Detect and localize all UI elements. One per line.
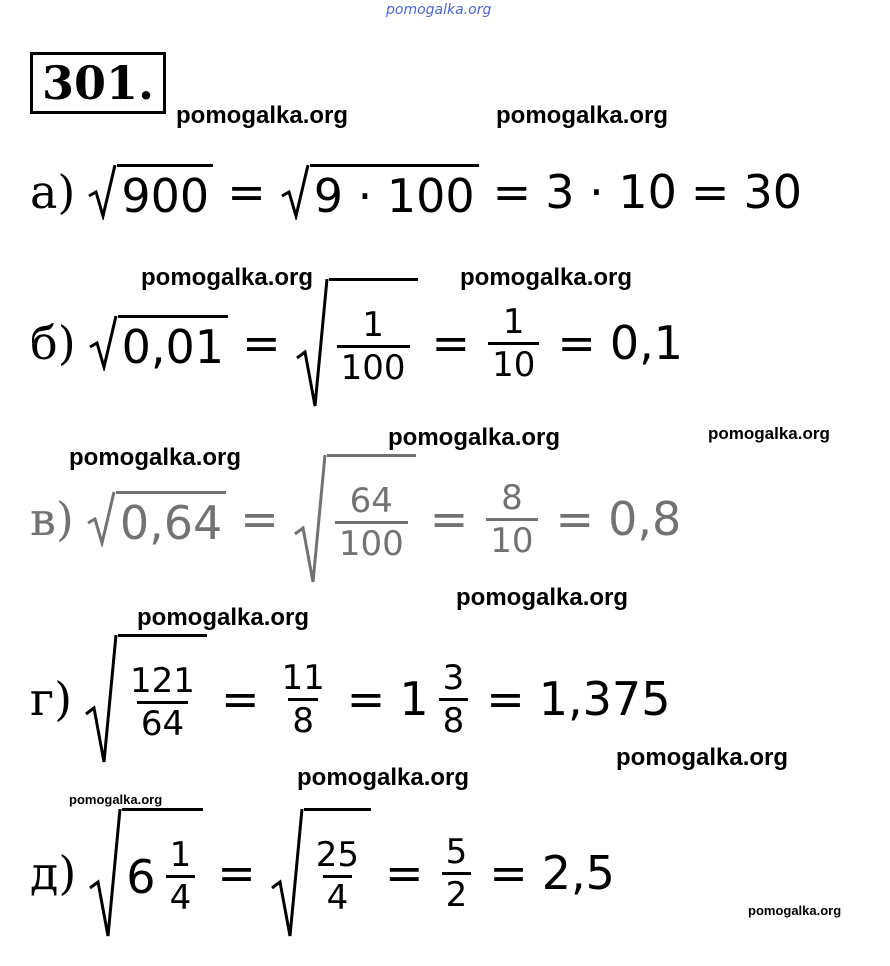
numerator: 5 [445, 831, 468, 872]
equals-sign: = [486, 672, 525, 726]
denominator: 2 [442, 872, 472, 912]
radicand [118, 634, 207, 764]
mixed-number [399, 657, 472, 741]
square-root [88, 315, 228, 374]
equals-sign: = [492, 165, 532, 219]
fraction [439, 657, 469, 741]
equals-sign: = [346, 672, 386, 726]
radical-sign-icon [84, 634, 118, 764]
denominator: 10 [488, 342, 539, 382]
equation-v [30, 454, 681, 584]
radical-sign-icon [87, 164, 117, 220]
square-root [293, 454, 416, 584]
mixed-number [126, 835, 199, 918]
fraction [278, 657, 329, 741]
result: 2,5 [541, 846, 615, 900]
equals-sign: = [555, 492, 595, 546]
watermark-text: pomogalka.org [496, 102, 669, 129]
numerator: 121 [130, 661, 195, 701]
equals-sign: = [557, 316, 596, 370]
square-root [280, 164, 479, 223]
equation-label: г) [30, 672, 73, 726]
watermark-text: pomogalka.org [388, 424, 561, 451]
watermark-text: pomogalka.org [69, 444, 242, 471]
watermark-text: pomogalka.org [297, 764, 470, 791]
square-root [88, 808, 203, 938]
denominator: 4 [166, 875, 196, 915]
watermark-text: pomogalka.org [460, 264, 633, 291]
numerator: 8 [501, 477, 523, 518]
square-root [270, 808, 371, 938]
equation-g [30, 634, 670, 764]
radicand [327, 454, 416, 584]
product: 3 · 10 [545, 165, 677, 219]
problem-number [30, 52, 166, 114]
result: 30 [743, 165, 802, 219]
radical-sign-icon [88, 808, 122, 938]
equals-sign: = [431, 316, 471, 370]
radical-sign-icon [270, 808, 304, 938]
numerator: 25 [315, 835, 360, 875]
fraction [312, 835, 363, 918]
whole-part: 1 [399, 672, 429, 726]
radicand [329, 278, 418, 408]
equals-sign: = [489, 846, 528, 900]
radicand: 0,64 [116, 491, 226, 547]
fraction [166, 835, 196, 918]
equation-d [30, 808, 615, 938]
denominator: 4 [323, 875, 353, 915]
square-root [295, 278, 418, 408]
watermark-text: pomogalka.org [748, 903, 842, 918]
equals-sign: = [385, 846, 424, 900]
square-root [84, 634, 207, 764]
radical-sign-icon [86, 491, 116, 547]
square-root [86, 491, 226, 550]
radical-sign-icon [295, 278, 329, 408]
radical-sign-icon [88, 315, 118, 371]
fraction [486, 477, 537, 561]
numerator: 1 [502, 301, 525, 342]
equals-sign: = [217, 846, 256, 900]
fraction [335, 481, 408, 564]
radicand [122, 808, 203, 938]
fraction [442, 831, 472, 915]
result: 0,8 [608, 492, 682, 546]
radicand: 0,01 [118, 315, 228, 371]
equation-label: в) [30, 492, 74, 546]
top-watermark[interactable]: pomogalka.org [386, 2, 492, 18]
fraction [337, 305, 410, 388]
fraction [126, 661, 199, 744]
equation-label: б) [30, 316, 76, 370]
equals-sign: = [240, 492, 279, 546]
denominator: 100 [337, 345, 410, 385]
equation-label: д) [30, 846, 77, 900]
radicand: 9 · 100 [310, 164, 479, 220]
fraction [488, 301, 539, 385]
numerator: 64 [349, 481, 393, 521]
radical-sign-icon [293, 454, 327, 584]
equals-sign: = [429, 492, 469, 546]
denominator: 8 [288, 698, 318, 738]
numerator: 1 [362, 305, 384, 345]
denominator: 10 [486, 518, 537, 558]
equals-sign: = [220, 672, 260, 726]
denominator: 100 [335, 521, 408, 561]
square-root [87, 164, 213, 223]
denominator: 64 [137, 701, 188, 741]
watermark-text: pomogalka.org [141, 264, 314, 291]
numerator: 3 [442, 657, 465, 698]
watermark-text: pomogalka.org [616, 744, 789, 771]
denominator: 8 [439, 698, 469, 738]
watermark-text: pomogalka.org [176, 102, 349, 129]
problem-number-text: 301. [41, 56, 155, 110]
watermark-text: pomogalka.org [69, 792, 163, 807]
result: 0,1 [609, 316, 684, 370]
equals-sign: = [242, 316, 281, 370]
watermark-text: pomogalka.org [708, 424, 830, 443]
equals-sign: = [690, 165, 730, 219]
equation-b [30, 278, 683, 408]
radicand [304, 808, 371, 938]
numerator: 1 [169, 835, 192, 875]
result: 1,375 [538, 672, 671, 726]
radical-sign-icon [280, 164, 310, 220]
equation-label: а) [30, 165, 76, 219]
equation-a [30, 164, 802, 223]
watermark-text: pomogalka.org [456, 584, 629, 611]
radicand: 900 [117, 164, 213, 220]
watermark-text: pomogalka.org [137, 604, 310, 631]
equals-sign: = [227, 165, 266, 219]
whole-part: 6 [126, 849, 156, 904]
numerator: 11 [281, 657, 325, 698]
